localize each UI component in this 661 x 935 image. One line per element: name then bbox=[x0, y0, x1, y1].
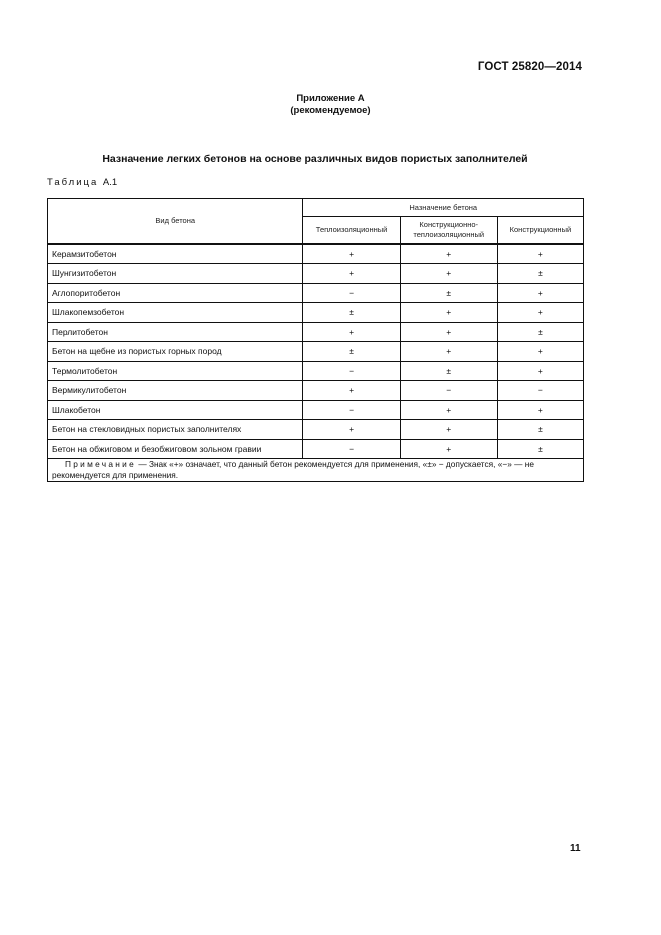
cell-structural-insulating: + bbox=[400, 303, 497, 323]
table-caption-number: А.1 bbox=[102, 177, 118, 188]
table-row bbox=[48, 244, 584, 264]
note-label: Примечание bbox=[65, 459, 137, 469]
cell-structural-insulating: + bbox=[400, 420, 497, 440]
row-name: Бетон на стекловидных пористых заполнителях bbox=[48, 420, 303, 440]
row-name: Бетон на щебне из пористых горных пород bbox=[48, 342, 303, 362]
cell-thermal: + bbox=[303, 381, 400, 401]
table-caption-label: Таблица bbox=[47, 177, 99, 188]
cell-structural: + bbox=[497, 244, 583, 264]
column-header-structural: Конструкционный bbox=[497, 217, 583, 244]
cell-structural: + bbox=[497, 400, 583, 420]
cell-thermal: + bbox=[303, 420, 400, 440]
cell-structural: ± bbox=[497, 322, 583, 342]
table-row bbox=[48, 439, 584, 459]
cell-thermal: − bbox=[303, 361, 400, 381]
annex-heading bbox=[0, 93, 661, 117]
column-group-header-purpose: Назначение бетона bbox=[303, 199, 584, 217]
concrete-purpose-table bbox=[47, 198, 584, 482]
column-header-concrete-type: Вид бетона bbox=[48, 199, 303, 244]
row-name: Керамзитобетон bbox=[48, 244, 303, 264]
column-header-thermal-insulating: Теплоизоляционный bbox=[303, 217, 400, 244]
cell-thermal: − bbox=[303, 400, 400, 420]
cell-thermal: ± bbox=[303, 342, 400, 362]
row-name: Вермикулитобетон bbox=[48, 381, 303, 401]
cell-structural-insulating: + bbox=[400, 342, 497, 362]
table-row bbox=[48, 322, 584, 342]
document-id: ГОСТ 25820—2014 bbox=[477, 61, 582, 73]
cell-structural-insulating: + bbox=[400, 264, 497, 284]
table-row bbox=[48, 400, 584, 420]
cell-structural: + bbox=[497, 283, 583, 303]
cell-structural: + bbox=[497, 342, 583, 362]
cell-structural: + bbox=[497, 361, 583, 381]
table-row bbox=[48, 342, 584, 362]
cell-thermal: − bbox=[303, 439, 400, 459]
row-name: Шунгизитобетон bbox=[48, 264, 303, 284]
note-text: — Знак «+» означает, что данный бетон рекомендуется для применения, «±» − допускается, «−» — не рекомендуется для применения. bbox=[52, 459, 534, 480]
cell-structural: ± bbox=[497, 264, 583, 284]
row-name: Аглопоритобетон bbox=[48, 283, 303, 303]
table-row bbox=[48, 420, 584, 440]
annex-title: Приложение А bbox=[296, 93, 365, 104]
table-row bbox=[48, 361, 584, 381]
cell-thermal: − bbox=[303, 283, 400, 303]
cell-structural-insulating: + bbox=[400, 244, 497, 264]
section-title: Назначение легких бетонов на основе различных видов пористых заполнителей bbox=[102, 153, 528, 165]
cell-structural: ± bbox=[497, 439, 583, 459]
cell-structural-insulating: + bbox=[400, 439, 497, 459]
row-name: Бетон на обжиговом и безобжиговом зольном гравии bbox=[48, 439, 303, 459]
cell-thermal: ± bbox=[303, 303, 400, 323]
cell-structural-insulating: + bbox=[400, 400, 497, 420]
table-note bbox=[48, 459, 584, 482]
row-name: Перлитобетон bbox=[48, 322, 303, 342]
cell-thermal: + bbox=[303, 244, 400, 264]
row-name: Шлакобетон bbox=[48, 400, 303, 420]
cell-structural-insulating: ± bbox=[400, 283, 497, 303]
cell-structural-insulating: ± bbox=[400, 361, 497, 381]
cell-structural: − bbox=[497, 381, 583, 401]
cell-structural-insulating: + bbox=[400, 322, 497, 342]
column-header-structural-insulating: Конструкционно-теплоизоляционный bbox=[400, 217, 497, 244]
table-row bbox=[48, 283, 584, 303]
page-number: 11 bbox=[570, 843, 581, 854]
row-name: Термолитобетон bbox=[48, 361, 303, 381]
table-note-row bbox=[48, 459, 584, 482]
cell-structural: ± bbox=[497, 420, 583, 440]
cell-structural-insulating: − bbox=[400, 381, 497, 401]
cell-thermal: + bbox=[303, 264, 400, 284]
annex-status: (рекомендуемое) bbox=[290, 105, 371, 116]
table-row bbox=[48, 303, 584, 323]
table-row bbox=[48, 264, 584, 284]
table-caption bbox=[47, 177, 117, 188]
cell-structural: + bbox=[497, 303, 583, 323]
row-name: Шлакопемзобетон bbox=[48, 303, 303, 323]
cell-thermal: + bbox=[303, 322, 400, 342]
table-row bbox=[48, 381, 584, 401]
